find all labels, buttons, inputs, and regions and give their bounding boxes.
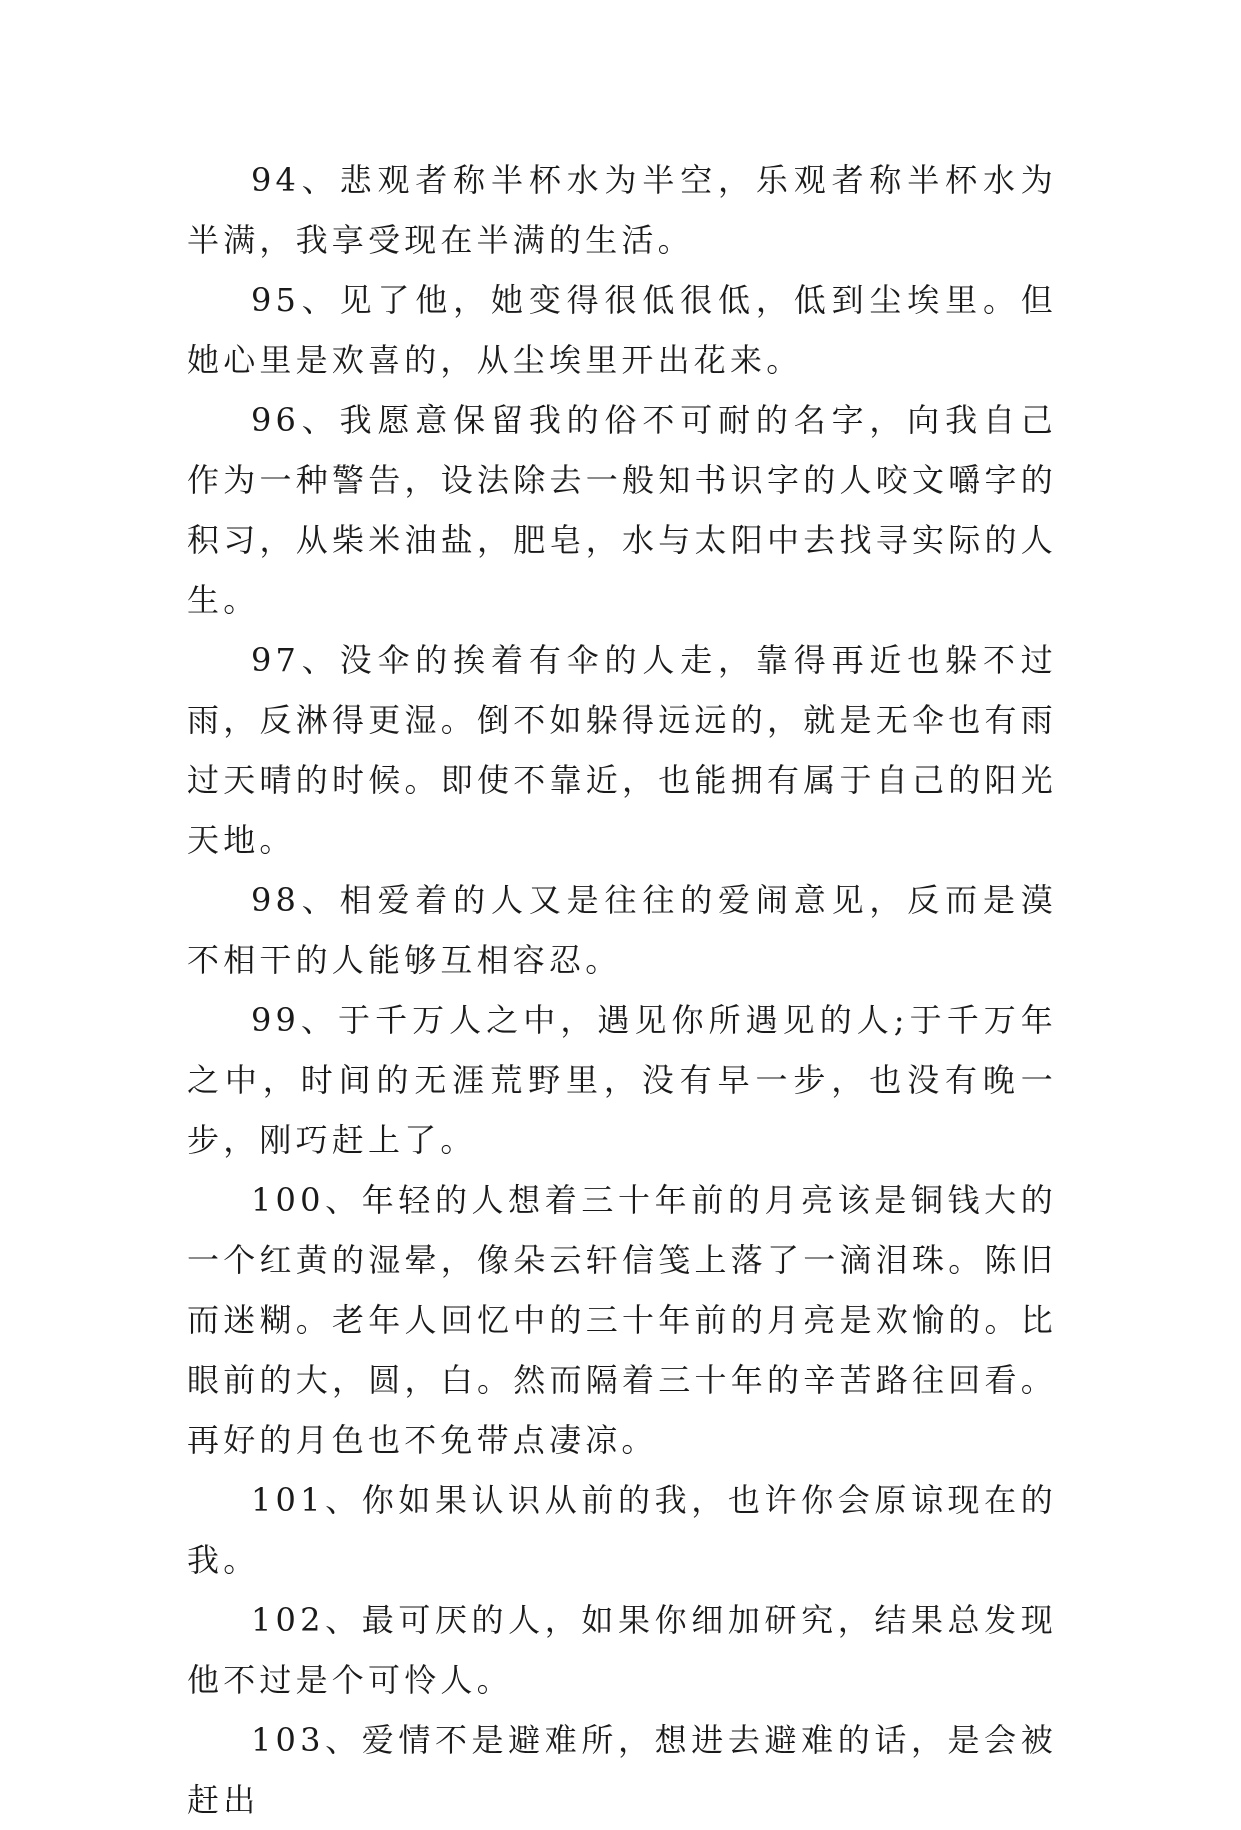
quote-100: 100、年轻的人想着三十年前的月亮该是铜钱大的一个红黄的湿晕，像朵云轩信笺上落了一滴泪珠。陈旧而迷糊。老年人回忆中的三十年前的月亮是欢愉的。比眼前的大，圆，白。然而隔着三十年的辛苦路往回看。再好的月色也不免带点凄凉。: [187, 1181, 1057, 1459]
quote-102: 102、最可厌的人，如果你细加研究，结果总发现他不过是个可怜人。: [187, 1601, 1057, 1699]
quote-95: 95、见了他，她变得很低很低，低到尘埃里。但她心里是欢喜的，从尘埃里开出花来。: [187, 281, 1057, 379]
quote-101: 101、你如果认识从前的我，也许你会原谅现在的我。: [187, 1481, 1057, 1579]
quote-94: 94、悲观者称半杯水为半空，乐观者称半杯水为半满，我享受现在半满的生活。: [187, 161, 1057, 259]
document-body: [187, 150, 1057, 1830]
quote-99: 99、于千万人之中，遇见你所遇见的人;于千万年之中，时间的无涯荒野里，没有早一步，也没有晚一步，刚巧赶上了。: [187, 1001, 1057, 1159]
quote-96: 96、我愿意保留我的俗不可耐的名字，向我自己作为一种警告，设法除去一般知书识字的人咬文嚼字的积习，从柴米油盐，肥皂，水与太阳中去找寻实际的人生。: [187, 401, 1057, 619]
quote-98: 98、相爱着的人又是往往的爱闹意见，反而是漠不相干的人能够互相容忍。: [187, 881, 1057, 979]
quote-103: 103、爱情不是避难所，想进去避难的话，是会被赶出: [187, 1721, 1057, 1819]
quote-97: 97、没伞的挨着有伞的人走，靠得再近也躲不过雨，反淋得更湿。倒不如躲得远远的，就是无伞也有雨过天晴的时候。即使不靠近，也能拥有属于自己的阳光天地。: [187, 641, 1057, 859]
